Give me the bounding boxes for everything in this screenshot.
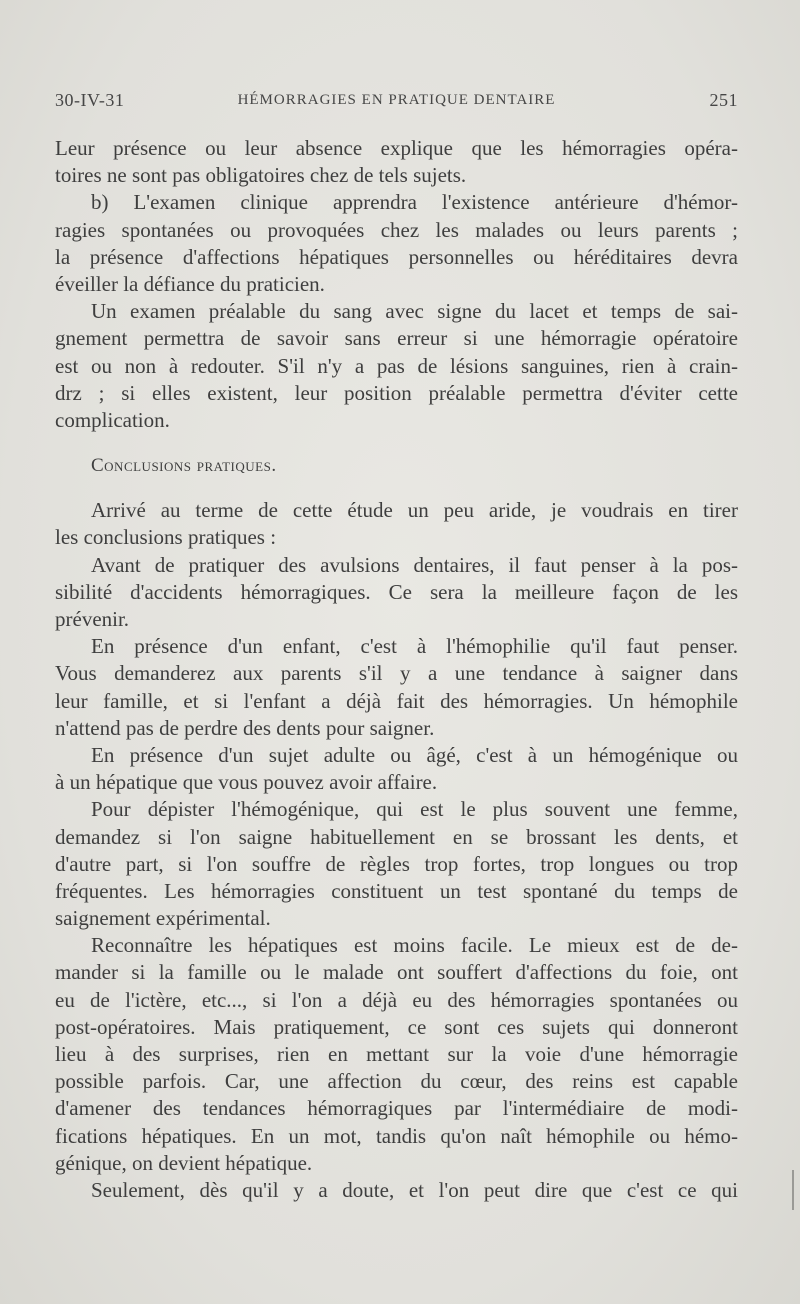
text-line: génique, on devient hépatique. <box>55 1150 313 1175</box>
text-line: d'amener des tendances hémorragiques par l'intermédiaire de modi- <box>55 1096 738 1121</box>
text-line: possible parfois. Car, une affection du cœur, des reins est capable <box>55 1069 738 1094</box>
text-line: b) L'examen clinique apprendra l'existence antérieure d'hémor- <box>91 190 738 215</box>
text-line: En présence d'un sujet adulte ou âgé, c'est à un hémogénique ou <box>91 742 738 767</box>
text-line: post-opératoires. Mais pratiquement, ce sont ces sujets qui donneront <box>55 1014 738 1039</box>
text-line: Leur présence ou leur absence explique que les hémorragies opéra- <box>55 136 738 160</box>
text-line: éveiller la défiance du praticien. <box>55 271 325 296</box>
text-line: Vous demanderez aux parents s'il y a une tendance à saigner dans <box>55 661 738 686</box>
section-heading: Conclusions pratiques. <box>91 455 277 477</box>
text-line: fications hépatiques. En un mot, tandis qu'on naît hémophile ou hémo- <box>55 1123 738 1148</box>
text-line: Reconnaître les hépatiques est moins facile. Le mieux est de de- <box>91 933 738 958</box>
text-line: demandez si l'on saigne habituellement en se brossant les dents, et <box>55 824 738 849</box>
text-line: eu de l'ictère, etc..., si l'on a déjà eu des hémorragies spontanées ou <box>55 987 738 1012</box>
text-line: fréquentes. Les hémorragies constituent un test spontané du temps de <box>55 878 738 903</box>
text-line: sibilité d'accidents hémorragiques. Ce sera la meilleure façon de les <box>55 579 738 604</box>
text-line: drz ; si elles existent, leur position préalable permettra d'éviter cette <box>55 380 738 405</box>
header-date: 30-IV-31 <box>55 90 125 110</box>
text-line: Pour dépister l'hémogénique, qui est le plus souvent une femme, <box>91 797 738 822</box>
header-title: HÉMORRAGIES EN PRATIQUE DENTAIRE <box>237 92 556 108</box>
text-line: est ou non à redouter. S'il n'y a pas de lésions sanguines, rien à crain- <box>55 353 738 378</box>
text-line: leur famille, et si l'enfant a déjà fait des hémorragies. Un hémophile <box>55 688 738 713</box>
text-line: Seulement, dès qu'il y a doute, et l'on peut dire que c'est ce qui <box>91 1177 738 1202</box>
text-line: complication. <box>55 407 170 432</box>
text-line: ragies spontanées ou provoquées chez les malades ou leurs parents ; <box>55 217 738 242</box>
page-body <box>55 135 738 1204</box>
text-line: mander si la famille ou le malade ont souffert d'affections du foie, ont <box>55 960 738 985</box>
text-line: Arrivé au terme de cette étude un peu aride, je voudrais en tirer <box>91 498 738 523</box>
running-header <box>55 90 738 116</box>
text-line: d'autre part, si l'on souffre de règles trop fortes, trop longues ou trop <box>55 851 738 876</box>
text-line: les conclusions pratiques : <box>55 525 277 550</box>
text-line: à un hépatique que vous pouvez avoir affaire. <box>55 770 438 795</box>
text-line: lieu à des surprises, rien en mettant sur la voie d'une hémorragie <box>55 1042 738 1066</box>
section-gap <box>55 479 738 497</box>
text-line: la présence d'affections hépatiques personnelles ou héréditaires devra <box>55 244 738 269</box>
text-line: gnement permettra de savoir sans erreur si une hémorragie opératoire <box>55 326 738 351</box>
section-gap <box>55 434 738 452</box>
text-line: toires ne sont pas obligatoires chez de tels sujets. <box>55 163 467 188</box>
text-line: En présence d'un enfant, c'est à l'hémophilie qu'il faut penser. <box>91 634 738 659</box>
text-line: n'attend pas de perdre des dents pour saigner. <box>55 715 435 740</box>
text-line: Avant de pratiquer des avulsions dentaires, il faut penser à la pos- <box>91 552 738 577</box>
text-line: saignement expérimental. <box>55 906 271 931</box>
text-line: prévenir. <box>55 607 130 631</box>
page-number: 251 <box>709 90 738 110</box>
page-edge-mark <box>792 1170 794 1210</box>
text-line: Un examen préalable du sang avec signe du lacet et temps de sai- <box>91 299 738 324</box>
